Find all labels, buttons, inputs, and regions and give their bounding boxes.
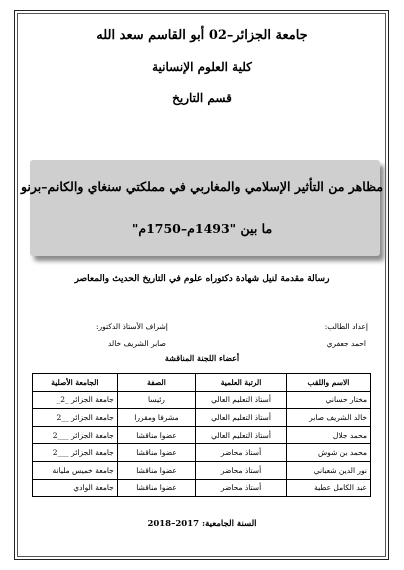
table-row [33,444,371,462]
supervisor-label: إشراف الأستاذ الدكتور: [96,322,168,331]
member-role: عضوا مناقشا [117,461,195,479]
table-row [33,479,371,497]
title-box [30,160,380,256]
member-role: عضوا مناقشا [117,444,195,462]
member-university: جامعة الجزائر _2_ [33,391,118,409]
committee-table [32,373,371,497]
header-name: الاسم واللقب [286,374,370,392]
member-rank: أستاذ التعليم العالي [196,426,287,444]
member-rank: أستاذ محاضر [196,444,287,462]
member-name: خالد الشريف صابر [286,409,370,427]
table-header-row [33,374,371,392]
member-role: عضوا مناقشا [117,426,195,444]
member-role: مشرفا ومقررا [117,409,195,427]
member-university: جامعة الوادي [33,479,118,497]
university-name: جامعة الجزائر–02 أبو القاسم سعد الله [96,28,308,43]
member-university: جامعة الجزائر ___2 [33,444,118,462]
member-rank: أستاذ التعليم العالي [196,391,287,409]
prepared-by-label: إعداد الطالب: [324,322,368,331]
supervisor-name: صابر الشريف خالد [108,339,166,348]
member-rank: أستاذ محاضر [196,461,287,479]
member-name: محمد بن شوش [286,444,370,462]
member-name: عبد الكامل عطية [286,479,370,497]
thesis-subtitle: رسالة مقدمة لنيل شهادة دكتوراه علوم في التاريخ الحديث والمعاصر [74,274,330,284]
member-university: جامعة الجزائر ___2 [33,426,118,444]
header-university: الجامعة الأصلية [33,374,118,392]
member-name: مختار حساني [286,391,370,409]
table-row [33,426,371,444]
thesis-title-line1: مظاهر من التأثير الإسلامي والمغاربي في مملكتي سنغاي والكانم–برنو [20,179,384,194]
member-university: جامعة الجزائر __2 [33,409,118,427]
table-row [33,461,371,479]
member-rank: أستاذ محاضر [196,479,287,497]
member-role: رئيسا [117,391,195,409]
thesis-title-line2: ما بين "1493م–1750م" [131,221,273,236]
member-name: نور الدين شعباني [286,461,370,479]
faculty-name: كلية العلوم الإنسانية [152,60,252,74]
department-name: قسم التاريخ [172,91,232,105]
member-role: عضوا مناقشا [117,479,195,497]
table-row [33,409,371,427]
member-rank: أستاذ التعليم العالي [196,409,287,427]
member-name: محمد جلال [286,426,370,444]
header-role: الصفة [117,374,195,392]
header-rank: الرتبة العلمية [196,374,287,392]
student-name: احمد جعفري [326,339,366,348]
member-university: جامعة خميس مليانة [33,461,118,479]
committee-title: أعضاء اللجنة المناقشة [164,353,240,363]
table-row [33,391,371,409]
academic-year: السنة الجامعية: 2017–2018 [147,519,257,529]
